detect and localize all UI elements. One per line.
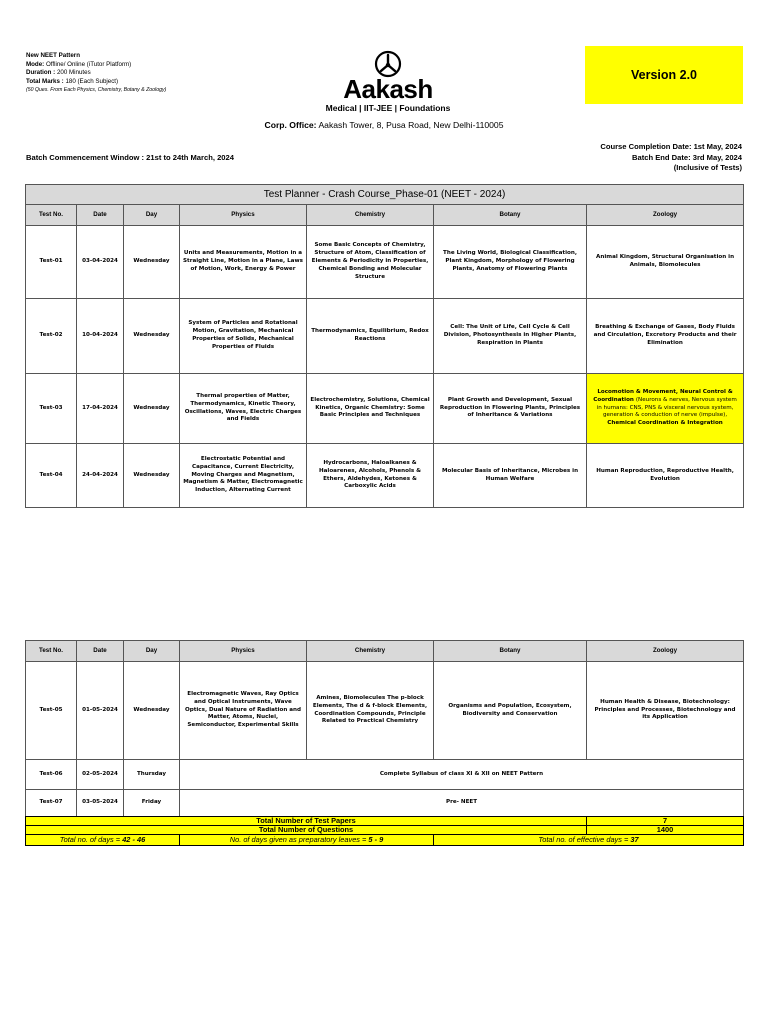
duration-value: 200 Minutes: [56, 69, 91, 77]
test-day: Wednesday: [124, 226, 180, 299]
test-day: Wednesday: [124, 662, 180, 760]
inclusive-note: (Inclusive of Tests): [673, 163, 742, 173]
test-day: Thursday: [124, 760, 180, 790]
test-date: 01-05-2024: [77, 662, 124, 760]
total-papers-label: Total Number of Test Papers: [26, 817, 587, 826]
chemistry-syllabus: Thermodynamics, Equilibrium, Redox Reactions: [307, 299, 434, 374]
marks-value: 180 (Each Subject): [65, 78, 119, 86]
effective-days: [434, 835, 744, 846]
test-planner-table: [25, 184, 744, 508]
mode-label: Mode:: [26, 60, 45, 68]
prep-days: [180, 835, 434, 846]
chemistry-syllabus: Some Basic Concepts of Chemistry, Structure of Atom, Classification of Elements & Periodicity in Properties, Chemical Bonding and Molecular Structure: [307, 226, 434, 299]
col-header-zoology: Zoology: [587, 205, 744, 226]
test-no: Test-02: [26, 299, 77, 374]
corp-label: Corp. Office:: [264, 120, 317, 130]
test-date: 24-04-2024: [77, 444, 124, 508]
total-days: [26, 835, 180, 846]
test-day: Wednesday: [124, 374, 180, 444]
test-date: 03-05-2024: [77, 790, 124, 817]
zoology-topic-main: Locomotion & Movement, Neural Control & Coordination: [593, 388, 733, 403]
corp-address: Aakash Tower, 8, Pusa Road, New Delhi-110005: [318, 120, 504, 130]
test-date: 10-04-2024: [77, 299, 124, 374]
table-row: [26, 374, 744, 444]
corp-office: [0, 120, 768, 130]
botany-syllabus: Organisms and Population, Ecosystem, Biodiversity and Conservation: [434, 662, 587, 760]
test-no: Test-05: [26, 662, 77, 760]
batch-end-date: Batch End Date: 3rd May, 2024: [631, 152, 742, 162]
botany-syllabus: Plant Growth and Development, Sexual Reproduction in Flowering Plants, Principles of Inheritance & Variations: [434, 374, 587, 444]
prep-days-value: 5 - 9: [368, 835, 384, 845]
pattern-label: New NEET Pattern: [26, 52, 80, 59]
mode-value: Offline/ Online (iTutor Platform): [45, 60, 132, 68]
test-no: Test-06: [26, 760, 77, 790]
prep-days-label: No. of days given as preparatory leaves =: [229, 835, 369, 845]
brand-name: Aakash: [343, 74, 433, 104]
full-syllabus: Complete Syllabus of class XI & XII on NEET Pattern: [180, 760, 744, 790]
physics-syllabus: Electromagnetic Waves, Ray Optics and Optical Instruments, Wave Optics, Dual Nature of Radiation and Matter, Atoms, Nuclei, Semiconductor, Experimental Skills: [180, 662, 307, 760]
brand-tagline: Medical | IIT-JEE | Foundations: [325, 103, 451, 113]
test-day: Wednesday: [124, 444, 180, 508]
zoology-syllabus: Breathing & Exchange of Gases, Body Fluids and Circulation, Excretory Products and their Elimination: [587, 299, 744, 374]
table-row: [26, 444, 744, 508]
summary-table: [25, 816, 744, 846]
col-header-physics: Physics: [180, 205, 307, 226]
version-badge: Version 2.0: [585, 46, 743, 104]
col-header-test-no: Test No.: [26, 641, 77, 662]
duration-label: Duration :: [26, 69, 56, 77]
total-questions-value: 1400: [587, 826, 744, 835]
aakash-logo: [318, 50, 458, 113]
physics-syllabus: System of Particles and Rotational Motion, Gravitation, Mechanical Properties of Solids, Mechanical Properties of Fluids: [180, 299, 307, 374]
course-dates: [600, 142, 742, 174]
test-date: 02-05-2024: [77, 760, 124, 790]
test-day: Wednesday: [124, 299, 180, 374]
test-no: Test-01: [26, 226, 77, 299]
batch-window: Batch Commencement Window : 21st to 24th March, 2024: [26, 153, 234, 162]
effective-days-value: 37: [630, 835, 639, 845]
col-header-day: Day: [124, 205, 180, 226]
table-title: Test Planner - Crash Course_Phase-01 (NEET - 2024): [26, 185, 744, 205]
table-row: [26, 226, 744, 299]
physics-syllabus: Electrostatic Potential and Capacitance, Current Electricity, Moving Charges and Magnetism, Magnetism & Matter, Electromagnetic Induction, Alternating Current: [180, 444, 307, 508]
effective-days-label: Total no. of effective days =: [538, 835, 631, 845]
test-day: Friday: [124, 790, 180, 817]
table-row: [26, 760, 744, 790]
table-row: [26, 790, 744, 817]
col-header-botany: Botany: [434, 641, 587, 662]
test-date: 03-04-2024: [77, 226, 124, 299]
test-no: Test-03: [26, 374, 77, 444]
zoology-topic-extra: Chemical Coordination & Integration: [607, 420, 723, 427]
col-header-test-no: Test No.: [26, 205, 77, 226]
botany-syllabus: Cell: The Unit of Life, Cell Cycle & Cell Division, Photosynthesis in Higher Plants, Respiration in Plants: [434, 299, 587, 374]
test-no: Test-07: [26, 790, 77, 817]
test-date: 17-04-2024: [77, 374, 124, 444]
pre-neet-syllabus: Pre- NEET: [180, 790, 744, 817]
col-header-chemistry: Chemistry: [307, 205, 434, 226]
chemistry-syllabus: Electrochemistry, Solutions, Chemical Kinetics, Organic Chemistry: Some Basic Principles and Techniques: [307, 374, 434, 444]
test-no: Test-04: [26, 444, 77, 508]
exam-info: [26, 52, 166, 94]
zoology-topic-detail: (Neurons & nerves, Nervous system in humans: CNS, PNS & visceral nervous system, generation & conduction of nerve (impulse),: [596, 396, 737, 419]
completion-date: Course Completion Date: 1st May, 2024: [600, 142, 742, 151]
col-header-date: Date: [77, 641, 124, 662]
test-planner-table-2: [25, 640, 744, 817]
total-questions-label: Total Number of Questions: [26, 826, 587, 835]
zoology-syllabus: Human Reproduction, Reproductive Health, Evolution: [587, 444, 744, 508]
botany-syllabus: Molecular Basis of Inheritance, Microbes in Human Welfare: [434, 444, 587, 508]
total-days-value: 42 - 46: [122, 835, 146, 845]
total-papers-value: 7: [587, 817, 744, 826]
question-note: (50 Ques. From Each Physics, Chemistry, Botany & Zoology): [26, 86, 167, 93]
zoology-syllabus: Human Health & Disease, Biotechnology: Principles and Processes, Biotechnology and its Application: [587, 662, 744, 760]
table-row: [26, 299, 744, 374]
chemistry-syllabus: Hydrocarbons, Haloalkanes & Haloarenes, Alcohols, Phenols & Ethers, Aldehydes, Ketones & Carboxylic Acids: [307, 444, 434, 508]
col-header-physics: Physics: [180, 641, 307, 662]
botany-syllabus: The Living World, Biological Classification, Plant Kingdom, Morphology of Flowering Plants, Anatomy of Flowering Plants: [434, 226, 587, 299]
table-row: [26, 662, 744, 760]
col-header-date: Date: [77, 205, 124, 226]
zoology-syllabus: Animal Kingdom, Structural Organisation in Animals, Biomolecules: [587, 226, 744, 299]
zoology-syllabus: [587, 374, 744, 444]
marks-label: Total Marks :: [26, 78, 64, 86]
col-header-botany: Botany: [434, 205, 587, 226]
physics-syllabus: Units and Measurements, Motion in a Straight Line, Motion in a Plane, Laws of Motion, Work, Energy & Power: [180, 226, 307, 299]
col-header-day: Day: [124, 641, 180, 662]
physics-syllabus: Thermal properties of Matter, Thermodynamics, Kinetic Theory, Oscillations, Waves, Electric Charges and Fields: [180, 374, 307, 444]
total-days-label: Total no. of days =: [59, 835, 123, 845]
col-header-zoology: Zoology: [587, 641, 744, 662]
chemistry-syllabus: Amines, Biomolecules The p-block Elements, The d & f-block Elements, Coordination Compounds, Principle Related to Practical Chemistry: [307, 662, 434, 760]
col-header-chemistry: Chemistry: [307, 641, 434, 662]
